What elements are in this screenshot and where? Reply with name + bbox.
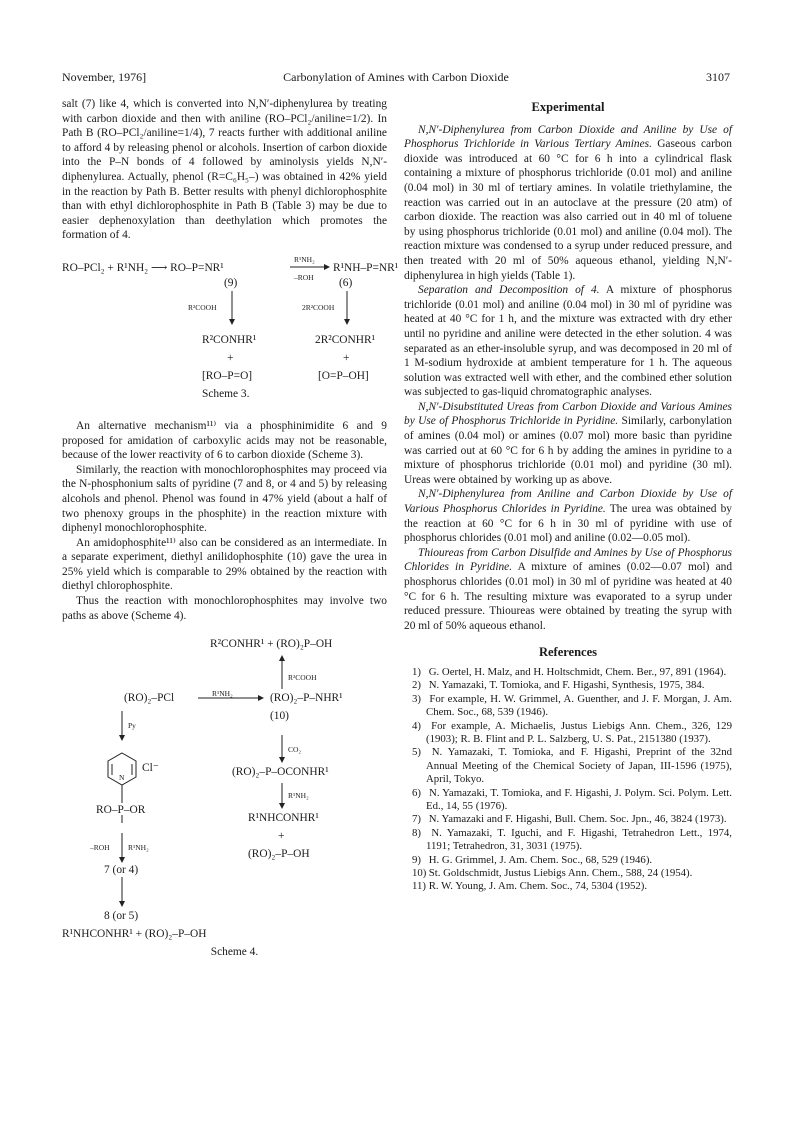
section-title-references: References <box>538 645 598 660</box>
reference-item <box>404 746 732 786</box>
compound-label-10: (10) <box>270 710 289 723</box>
scheme4-caption: Scheme 4. <box>210 946 259 959</box>
scheme3-plus-1: + <box>227 351 234 364</box>
reference-number: 11) <box>412 880 426 893</box>
scheme3-byproduct-2: [O=P–OH] <box>318 369 369 382</box>
compound-label-8: 8 (or 5) <box>104 910 139 923</box>
left-column <box>62 97 399 960</box>
header-date: November, 1976] <box>62 70 147 84</box>
scheme3-arrow-top: R¹NH₂ <box>294 254 315 264</box>
scheme4-final-products: R¹NHCONHR¹ + (RO)₂–P–OH <box>62 928 207 941</box>
header-title: Carbonylation of Amines with Carbon Dioxide <box>283 70 509 84</box>
scheme4-carbamate: (RO)₂–P–OCONHR¹ <box>232 766 329 779</box>
reagent-r2cooh: R²COOH <box>188 302 217 312</box>
scheme4-n-plus: N <box>119 773 125 783</box>
scheme3-plus-2: + <box>343 351 350 364</box>
reference-item <box>404 827 732 854</box>
reference-item <box>404 787 732 814</box>
experimental-1-text: Gaseous carbon dioxide was introduced at 60 °C for 6 h into a cylindrical flask containing a mixture of phosphorus trichloride (0.01 mol) and aniline (0.04 mol) in 30 ml of tertiary amines. In volatile triethylamine, the reaction was carried out in an autoclave at the pressure (20 atm) of carbon dioxide. The reaction was also carried out in 40 ml of toluene by using phosphorus trichloride (0.01 mol) and aniline (0.04 mol). The reaction mixture was condensed to a syrup under reduced pressure, and then treated with 20 ml of 50% aqueous ethanol, yielding N,N′-diphenylurea in high yields (Table 1). <box>404 138 732 282</box>
reference-text: St. Goldschmidt, Justus Liebigs Ann. Chem., 588, 24 (1954). <box>428 867 693 880</box>
experimental-2-title: Separation and Decomposition of 4. <box>418 284 600 297</box>
scheme-3 <box>62 243 399 411</box>
paragraph-amidophosphite: An amidophosphite¹¹⁾ also can be considered as an intermediate. In a separate experiment, diethyl anilidophosphite (10) gave the urea in 25% yield which is comparable to 29% obtained by the reaction with diethyl chlorophosphite. <box>62 536 387 593</box>
experimental-5-text: A mixture of amines (0.02—0.07 mol) and phosphorus chlorides (0.01 mol) in 30 ml of pyridine was heated at 40 °C for 6 h. The resulting mixture was evaporated to a syrup under reduced pressure. Thioureas were obtained by treating the syrup with 20 ml of 50% aqueous ethanol. <box>404 561 733 632</box>
reference-item <box>404 813 732 826</box>
reference-text: H. G. Grimmel, J. Am. Chem. Soc., 68, 529 (1946). <box>428 853 653 866</box>
scheme4-reagent-co2: CO₂ <box>288 745 302 755</box>
reference-number: 5) <box>412 746 421 759</box>
reference-item <box>404 679 732 692</box>
experimental-2 <box>404 283 732 400</box>
scheme4-reagent-r1nh2: R¹NH₂ <box>212 689 233 699</box>
scheme4-urea: R¹NHCONHR¹ <box>248 812 319 825</box>
experimental-3 <box>404 400 732 488</box>
reference-number: 2) <box>412 679 421 692</box>
scheme4-reagent-r1nh2-b: R¹NH₂ <box>288 791 309 801</box>
reference-list <box>404 666 732 894</box>
reference-item <box>404 867 732 880</box>
experimental-4-text: The urea was obtained by the reaction at 60 °C for 6 h in 30 ml of pyridine with use of phosphorus chlorides (0.01 mol) and aniline (0.02—0.05 mol). <box>404 503 732 545</box>
page-number: 3107 <box>706 70 730 84</box>
reference-number: 1) <box>412 665 421 678</box>
scheme4-reagent-r1nh2-c: R¹NH₂ <box>128 843 149 853</box>
paragraph-path-b: salt (7) like 4, which is converted into N,N′-diphenylurea by treating with carbon dioxide and then with aniline (RO–PCl₂/aniline=1/2). In Path B (RO–PCl₂/aniline=1/4), 7 reacts further with additional aniline to afford 4 by releasing phenol or alcohols. Insertion of carbon dioxide into the P–N bonds of 4 followed by aminolysis yields N,N′-diphenylurea. Actually, phenol (R=C₆H₅–) was obtained in 42% yield in the reaction by Path B. Better results with phenyl dichlorophosphite than with ethyl dichlorophosphite in Path B (Table 3) may be due to easier dephenoxylation than deethylation which promotes the formation of 4. <box>62 98 387 242</box>
scheme3-caption: Scheme 3. <box>202 387 250 400</box>
reference-text: For example, H. W. Grimmel, A. Guenther, and J. F. Morgan, J. Am. Chem. Soc., 68, 539 (1946). <box>426 692 732 719</box>
scheme4-reagent-py: Py <box>128 721 136 731</box>
experimental-4-title: N,N′-Diphenylurea from Aniline and Carbon Dioxide by Use of Various Phosphorus Chlorides in Pyridine. <box>404 488 732 516</box>
experimental-3-text: Similarly, carbonylation of amines (0.04 mol) or amines (0.07 mol) more basic than pyridine was carried out at 60 °C for 6 h by adding the amines in pyridine to a mixture of phosphorus trichloride (0.01 mol) and pyridine (30 ml). Ureas were obtained by working up as above. <box>404 415 732 486</box>
reference-text: N. Yamazaki, T. Tomioka, and F. Higashi, J. Polym. Sci. Polym. Lett. Ed., 14, 55 (1976). <box>426 786 732 813</box>
scheme4-reagent-r2cooh: R²COOH <box>288 673 317 683</box>
scheme-4 <box>62 627 387 945</box>
scheme4-amidophosphite: (RO)₂–P–NHR¹ <box>270 692 343 705</box>
scheme-4-arrows <box>62 627 387 945</box>
reference-number: 6) <box>412 786 421 799</box>
scheme3-amide-1: R²CONHR¹ <box>202 333 257 346</box>
experimental-1-title: N,N′-Diphenylurea from Carbon Dioxide and Aniline by Use of Phosphorus Trichloride in Various Tertiary Amines. <box>404 123 732 151</box>
paragraph-mechanism: An alternative mechanism¹¹⁾ via a phosphinimidite 6 and 9 proposed for amidation of carboxylic acids may not be reasonable, because of the lower reactivity of 6 to carbon dioxide (Scheme 3). <box>62 419 387 462</box>
compound-label-9: (9) <box>224 276 238 289</box>
reference-item <box>404 666 732 679</box>
section-title-experimental: Experimental <box>531 100 605 114</box>
experimental-5 <box>404 546 732 634</box>
compound-label-6: (6) <box>339 276 353 289</box>
scheme3-byproduct-1: [RO–P=O] <box>202 369 253 382</box>
reference-text: G. Oertel, H. Malz, and H. Holtschmidt, Chem. Ber., 97, 891 (1964). <box>428 665 727 678</box>
scheme4-top-products: R²CONHR¹ + (RO)₂P–OH <box>210 638 333 651</box>
running-header <box>62 70 730 86</box>
reference-item <box>404 854 732 867</box>
scheme3-arrow-bottom: –ROH <box>294 272 314 282</box>
right-column <box>404 97 732 894</box>
reference-text: N. Yamazaki, T. Iguchi, and F. Higashi, Tetrahedron Lett., 1974, 1191; Tetrahedron, 31, 3031 (1975). <box>426 826 733 853</box>
reference-number: 7) <box>412 813 421 826</box>
paragraph-monochlorophosphites: Similarly, the reaction with monochlorophosphites may proceed via the N-phosphonium salts of pyridine (7 and 8, or 4 and 5) by releasing alcohols and phenol. Phenol was found in 47% yield (about a half of two phenoxy groups in the phosphite) in the reaction mixture with diphenyl monochlorophosphite. <box>62 463 387 535</box>
scheme4-phosphite: (RO)₂–P–OH <box>248 848 310 861</box>
reference-item <box>404 880 732 893</box>
experimental-5-title: Thioureas from Carbon Disulfide and Amines by Use of Phosphorus Chlorides in Pyridine. <box>404 546 732 574</box>
reference-number: 10) <box>412 867 427 880</box>
reference-number: 3) <box>412 692 421 705</box>
reference-number: 8) <box>412 826 421 839</box>
reference-number: 4) <box>412 719 421 732</box>
reagent-2r2cooh: 2R²COOH <box>302 302 335 312</box>
experimental-4 <box>404 487 732 545</box>
scheme4-chloride: Cl⁻ <box>142 762 159 775</box>
scheme3-amide-2: 2R²CONHR¹ <box>315 333 375 346</box>
scheme4-plus: + <box>278 830 285 843</box>
experimental-2-text: A mixture of phosphorus trichloride (0.01 mol) and aniline (0.04 mol) in 30 ml of pyridine was heated at 40 °C for 1 h, and the mixture was extracted with dry ether until no pyridine and aniline were detected in the ether solution. 4 was separated as an ether-insoluble syrup, and was decomposed in 20 ml of 1 M-sodium hydroxide at ambient temperature for 1 h. The aqueous solution was extracted well with ether, and the combined ether solution was subjected to gas-liquid chromatographic analyses. <box>404 284 732 399</box>
reference-text: N. Yamazaki, T. Tomioka, and F. Higashi, Preprint of the 32nd Annual Meeting of the Chemical Society of Japan, III-1596 (1975), April, Tokyo. <box>426 746 732 786</box>
scheme4-ropor: RO–P–OR <box>96 804 146 817</box>
reference-item <box>404 720 732 747</box>
reference-text: N. Yamazaki, T. Tomioka, and F. Higashi, Synthesis, 1975, 384. <box>428 679 705 692</box>
reference-item <box>404 693 732 720</box>
reference-text: N. Yamazaki and F. Higashi, Bull. Chem. Soc. Jpn., 46, 3824 (1973). <box>428 813 727 826</box>
paragraph-two-paths: Thus the reaction with monochlorophosphites may involve two paths as above (Scheme 4). <box>62 595 387 622</box>
reference-text: For example, A. Michaelis, Justus Liebigs Ann. Chem., 326, 129 (1903); R. B. Flint and P. L. Salzberg, U. S. Pat., 2151380 (1937). <box>426 719 732 745</box>
reference-text: R. W. Young, J. Am. Chem. Soc., 74, 5304 (1952). <box>428 880 648 893</box>
scheme3-reactants: RO–PCl₂ + R¹NH₂ ⟶ RO–P=NR¹ <box>62 261 224 274</box>
experimental-1 <box>404 123 732 284</box>
compound-label-7: 7 (or 4) <box>104 864 139 877</box>
scheme4-start: (RO)₂–PCl <box>124 692 175 705</box>
scheme4-minus-roh: –ROH <box>90 843 110 853</box>
scheme3-product-6: R¹NH–P=NR¹ <box>333 261 399 274</box>
reference-number: 9) <box>412 853 421 866</box>
experimental-3-title: N,N′-Disubstituted Ureas from Carbon Dioxide and Various Amines by Use of Phosphorus Trichloride in Pyridine. <box>404 400 732 428</box>
